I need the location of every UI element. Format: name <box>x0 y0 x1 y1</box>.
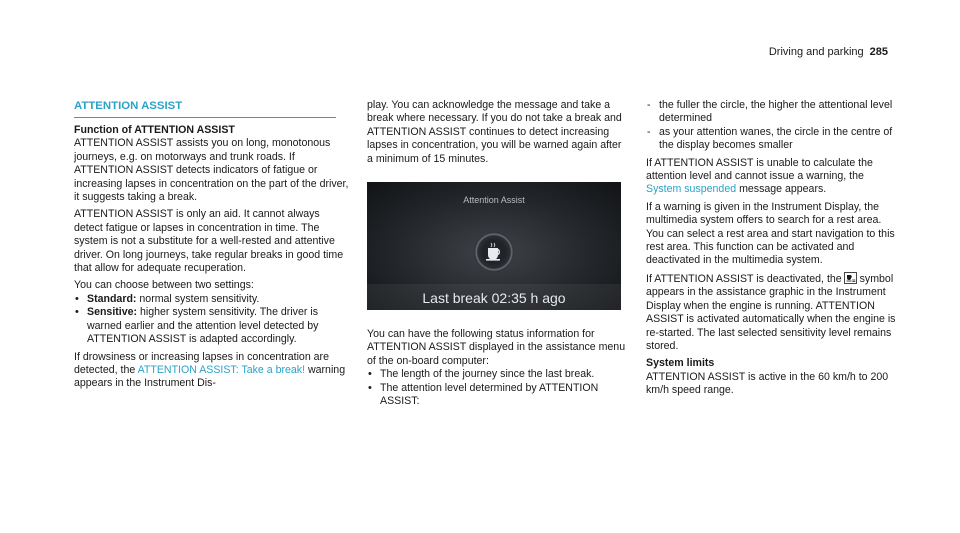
settings-list <box>74 293 350 347</box>
suspended-paragraph: If ATTENTION ASSIST is unable to calculate the attention level and cannot issue a warning, the System suspended message appears. <box>646 156 873 196</box>
last-break-readout: Last break 02:35 h ago <box>422 289 566 306</box>
section-title: ATTENTION ASSIST <box>74 100 336 118</box>
attention-assist-display <box>367 182 621 310</box>
drowsiness-paragraph: If drowsiness or increasing lapses in concentration are detected, the ATTENTION ASSIST: Take a break! warning appears in the Instrument Dis- <box>74 350 346 390</box>
status-info-paragraph: You can have the following status information for ATTENTION ASSIST displayed in the assistance menu of the on-board computer: <box>367 328 626 367</box>
attention-assist-off-icon <box>844 272 857 284</box>
column-2 <box>367 99 629 408</box>
system-limits-subhead: System limits <box>646 357 715 370</box>
list-item: • Standard: normal system sensitivity. <box>74 293 350 306</box>
system-suspended-message: System suspended <box>646 183 737 196</box>
circle-dash-list <box>646 99 901 153</box>
list-item: • The attention level determined by ATTENTION ASSIST: <box>367 382 629 409</box>
coffee-cup-icon <box>474 232 514 272</box>
deactivated-paragraph: If ATTENTION ASSIST is deactivated, the symbol appears in the assistance graphic in the Instrument Display when the engine is running. ATTENTION ASSIST is activated automatically when the engine is re-started. The last selected sensitivity level remains stored. <box>646 272 896 352</box>
function-paragraph: ATTENTION ASSIST assists you on long, monotonous journeys, e.g. on motorways and trunk roads. If ATTENTION ASSIST detects indicators of fatigue or increasing lapses in concentration on the part of the driver, it suggests taking a break. <box>74 137 349 204</box>
acknowledge-paragraph: play. You can acknowledge the message and take a break where necessary. If you do not take a break and ATTENTION ASSIST continues to detect increasing lapses in concentration, you will be warned again after a minimum of 15 minutes. <box>367 99 622 165</box>
rest-area-paragraph: If a warning is given in the Instrument Display, the multimedia system offers to search for a rest area. You can select a rest area and start navigation to this rest area. This function can be activated and deactivated in the multimedia system. <box>646 200 895 267</box>
display-title: Attention Assist <box>463 195 525 206</box>
status-list <box>367 368 629 408</box>
function-subhead: Function of ATTENTION ASSIST <box>74 124 235 136</box>
list-item: • The length of the journey since the last break. <box>367 368 629 381</box>
column-3 <box>646 99 901 398</box>
list-item: • Sensitive: higher system sensitivity. The driver is warned earlier and the attention level detected by ATTENTION ASSIST is adapted accordingly. <box>74 306 350 346</box>
column-1 <box>74 124 350 391</box>
chapter-title: Driving and parking <box>768 46 864 58</box>
list-item: - as your attention wanes, the circle in the centre of the display becomes smaller <box>646 126 901 153</box>
take-a-break-message: ATTENTION ASSIST: Take a break! <box>137 363 306 376</box>
page-number: 285 <box>869 46 888 58</box>
page-header <box>769 46 888 59</box>
system-limits-paragraph: ATTENTION ASSIST is active in the 60 km/h to 200 km/h speed range. <box>646 370 889 397</box>
settings-intro: You can choose between two settings: <box>74 279 254 292</box>
list-item: - the fuller the circle, the higher the attentional level determined <box>646 99 901 126</box>
attention-level-circle <box>474 232 514 272</box>
aid-paragraph: ATTENTION ASSIST is only an aid. It cannot always detect fatigue or lapses in concentration in time. The system is not a substitute for a well-rested and attentive driver. On long journeys, take regular breaks in good time that allow for adequate recuperation. <box>74 208 344 275</box>
